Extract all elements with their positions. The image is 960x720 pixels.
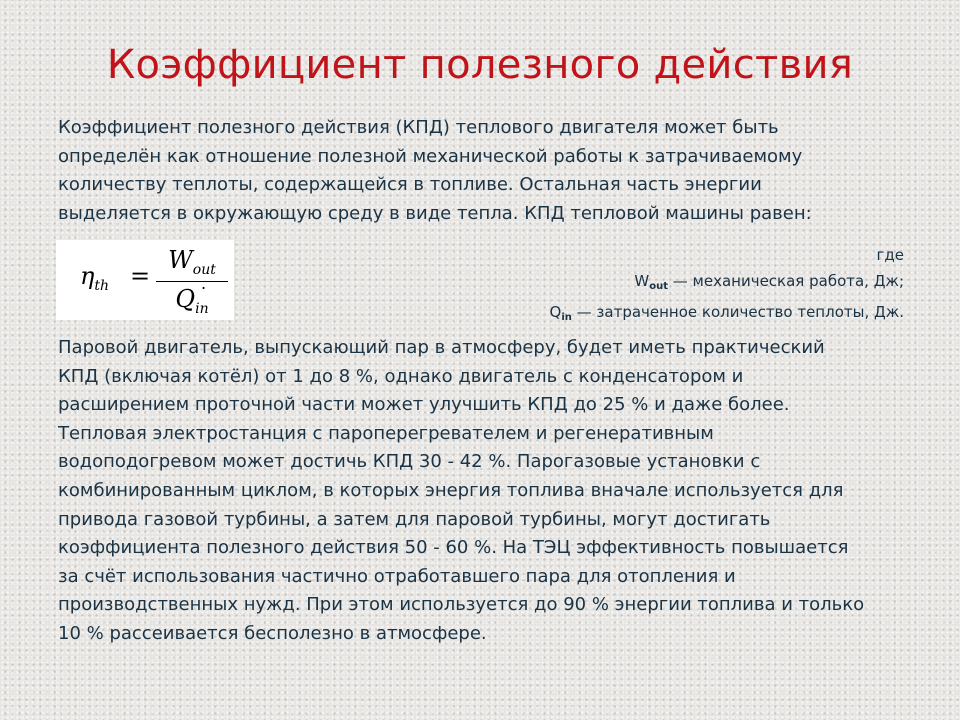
formula-denominator: $Q_{in}$ — [175, 285, 209, 318]
main-line: Тепловая электростанция с пароперегревателем и регенеративным — [58, 422, 714, 444]
legend-heat: $Q_{in}$ — затраченное количество теплоты, Дж. — [549, 303, 904, 323]
formula-period: . — [201, 274, 207, 293]
formula-eta: $\eta_{th}$ — [80, 262, 110, 294]
intro-paragraph — [58, 114, 918, 228]
intro-line: выделяется в окружающую среду в виде тепла. КПД тепловой машины равен: — [58, 202, 812, 224]
main-line: за счёт использования частично отработавшего пара для отопления и — [58, 565, 736, 587]
efficiency-formula — [56, 240, 234, 320]
slide-title: Коэффициент полезного действия — [106, 42, 854, 88]
main-line: Паровой двигатель, выпускающий пар в атмосферу, будет иметь практический — [58, 337, 825, 358]
main-line: расширением проточной части может улучшить КПД до 25 % и даже более. — [58, 394, 790, 416]
formula-numerator: $W_{out}$ — [168, 246, 216, 278]
main-line: привода газовой турбины, а затем для паровой турбины, могут достигать — [58, 508, 771, 530]
main-line: водоподогревом может достичь КПД 30 - 42 %. Парогазовые установки с — [58, 451, 761, 473]
fraction-bar — [156, 281, 228, 283]
main-paragraph — [58, 334, 918, 649]
formula-equals: = — [130, 262, 151, 290]
legend-where: где — [876, 246, 904, 264]
intro-line: Коэффициент полезного действия (КПД) теплового двигателя может быть — [58, 117, 779, 138]
main-line: 10 % рассеивается бесполезно в атмосфере. — [58, 622, 487, 644]
main-line: производственных нужд. При этом используется до 90 % энергии топлива и только — [58, 594, 865, 616]
intro-line: количеству теплоты, содержащейся в топливе. Остальная часть энергии — [58, 174, 762, 196]
legend-work: $W_{out}$ — механическая работа, Дж; — [634, 272, 904, 292]
formula-fraction — [156, 246, 228, 317]
main-line: комбинированным циклом, в которых энергия топлива вначале используется для — [58, 479, 844, 501]
main-line: КПД (включая котёл) от 1 до 8 %, однако двигатель с конденсатором и — [58, 365, 744, 387]
main-line: коэффициента полезного действия 50 - 60 %. На ТЭЦ эффективность повышается — [58, 537, 849, 559]
intro-line: определён как отношение полезной механической работы к затрачиваемому — [58, 145, 803, 167]
